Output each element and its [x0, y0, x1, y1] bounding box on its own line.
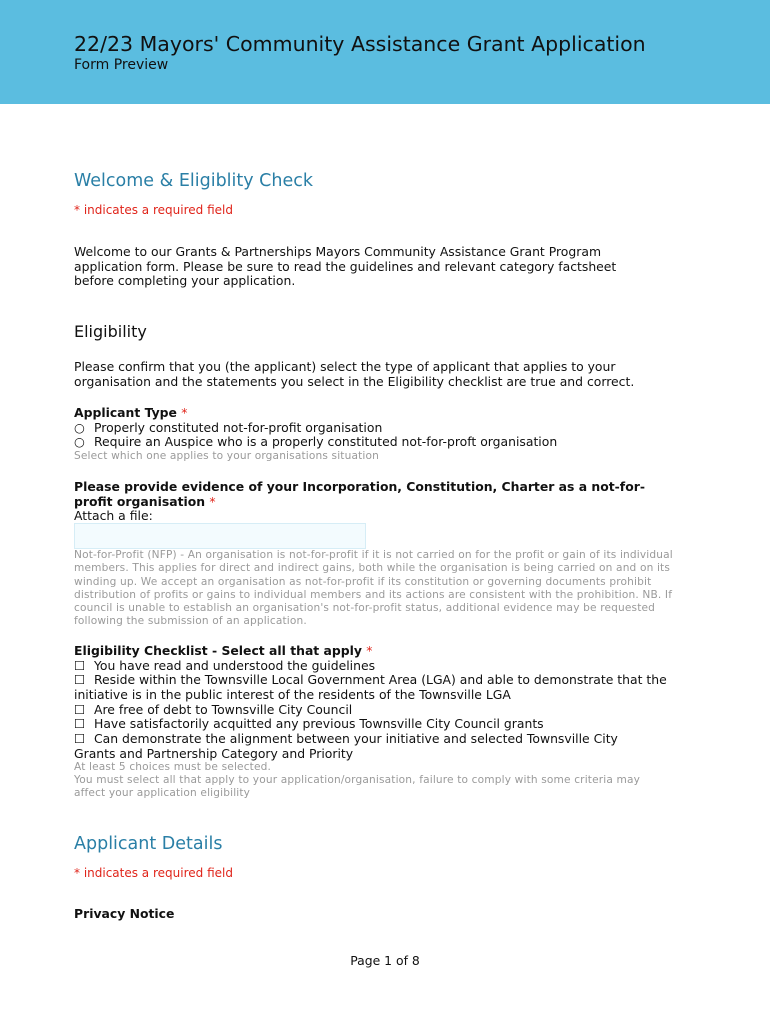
required-field-note: * indicates a required field — [74, 866, 233, 880]
eligibility-intro: Please confirm that you (the applicant) select the type of applicant that applies to your organisation and the statements you select in the Eligibility checklist are true and correct. — [74, 359, 635, 389]
checklist-item[interactable] — [74, 673, 684, 702]
applicant-type-label-text: Applicant Type — [74, 405, 177, 420]
checkbox-icon[interactable]: ☐ — [74, 658, 86, 673]
checklist-item-label: You have read and understood the guidelines — [94, 658, 376, 673]
form-subtitle: Form Preview — [74, 57, 169, 73]
checkbox-icon[interactable]: ☐ — [74, 716, 86, 731]
checklist-help: You must select all that apply to your application/organisation, failure to comply with some criteria may affect your application eligibility — [74, 774, 641, 800]
checklist-item[interactable] — [74, 732, 659, 761]
checklist-help-min: At least 5 choices must be selected. — [74, 761, 272, 773]
nfp-help-text: Not-for-Profit (NFP) - An organisation is not-for-profit if it is not carried on for the profit or gain of its individual members. This applies for direct and indirect gains, both while the organisation is being carried on and on its winding up. We accept an organisation as not-for-profit if its constitution or governing documents prohibit distribution of profits or gains to individual members and its actions are consistent with the prohibition. NB. If council is unable to establish an organisation's not-for-profit status, additional evidence may be requested following the submission of an application. — [74, 549, 673, 628]
eligibility-heading: Eligibility — [74, 322, 147, 341]
checkbox-icon[interactable]: ☐ — [74, 702, 86, 717]
welcome-section-title: Welcome & Eligiblity Check — [74, 171, 314, 191]
checklist-label — [74, 644, 373, 659]
checklist-item-label: Reside within the Townsville Local Government Area (LGA) and able to demonstrate that the initiative is in the public interest of the residents of the Townsville LGA — [74, 672, 667, 702]
radio-icon[interactable]: ○ — [74, 420, 85, 435]
checklist-item-label: Are free of debt to Townsville City Council — [94, 702, 353, 717]
option-label: Require an Auspice who is a properly constituted not-for-proft organisation — [94, 434, 558, 449]
evidence-label-text: Please provide evidence of your Incorporation, Constitution, Charter as a not-for-profit organisation — [74, 479, 645, 509]
page-number: Page 1 of 8 — [350, 953, 420, 968]
checkbox-icon[interactable]: ☐ — [74, 672, 86, 687]
option-label: Properly constituted not-for-profit organisation — [94, 420, 383, 435]
form-header — [0, 0, 770, 104]
applicant-type-help: Select which one applies to your organisations situation — [74, 450, 380, 462]
applicant-type-option[interactable] — [74, 435, 557, 450]
required-star: * — [366, 643, 373, 658]
required-field-note: * indicates a required field — [74, 203, 233, 217]
evidence-label — [74, 480, 674, 509]
checkbox-icon[interactable]: ☐ — [74, 731, 86, 746]
required-star: * — [209, 493, 216, 509]
welcome-intro: Welcome to our Grants & Partnerships Mayors Community Assistance Grant Program application form. Please be sure to read the guidelines and relevant category factsheet before completing your application. — [74, 244, 617, 289]
applicant-details-title: Applicant Details — [74, 834, 223, 854]
applicant-type-label — [74, 406, 187, 421]
form-title: 22/23 Mayors' Community Assistance Grant Application — [74, 32, 646, 56]
checklist-item[interactable] — [74, 717, 544, 732]
checklist-label-text: Eligibility Checklist - Select all that apply — [74, 643, 362, 658]
attach-file-label: Attach a file: — [74, 508, 153, 523]
privacy-notice-label: Privacy Notice — [74, 906, 175, 921]
required-star: * — [181, 405, 188, 420]
checklist-item-label: Can demonstrate the alignment between your initiative and selected Townsville City Grants and Partnership Category and Priority — [74, 731, 618, 761]
checklist-item-label: Have satisfactorily acquitted any previous Townsville City Council grants — [94, 716, 544, 731]
radio-icon[interactable]: ○ — [74, 434, 85, 449]
file-upload-field[interactable] — [74, 523, 366, 549]
